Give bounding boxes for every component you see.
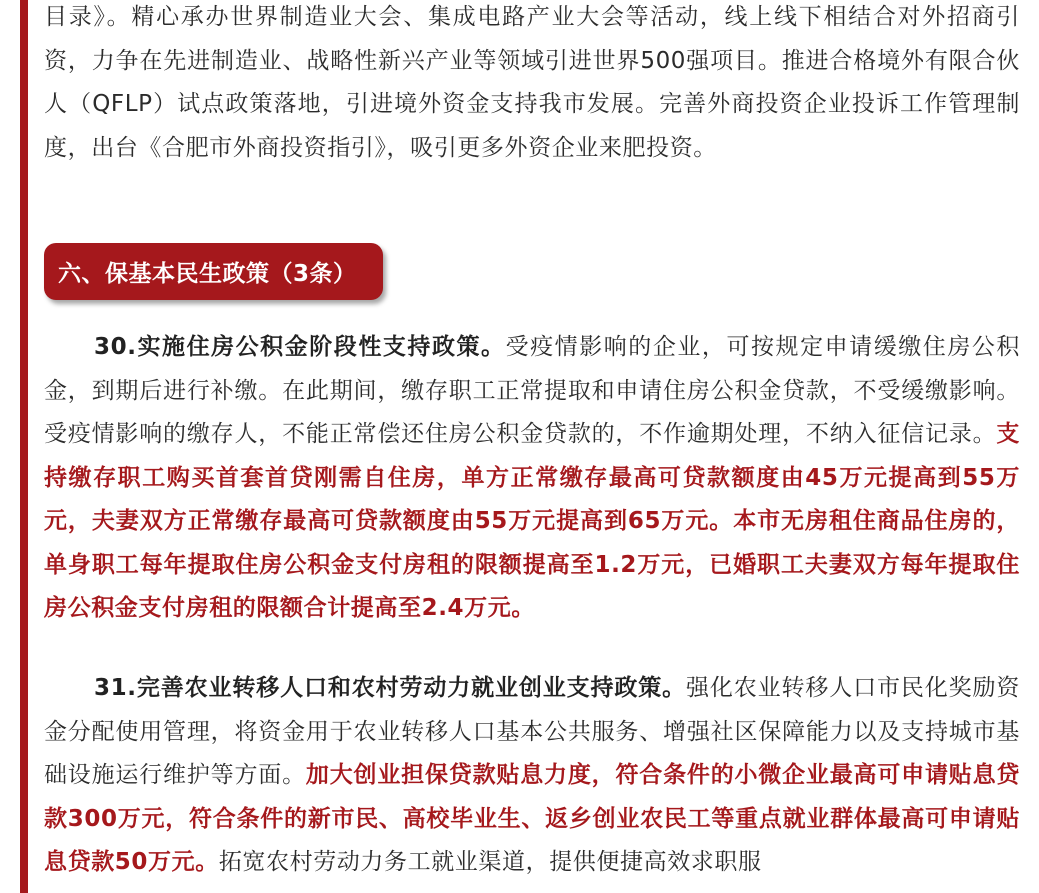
section-title: 六、保基本民生政策（3条） (58, 261, 357, 287)
policy-31-highlight: 加大创业担保贷款贴息力度，符合条件的小微企业最高可申请贴息贷款300万元，符合条件的新市民、高校毕业生、返乡创业农民工等重点就业群体最高可申请贴息贷款50万元。 (44, 762, 1021, 875)
policy-30-heading: 30.实施住房公积金阶段性支持政策。 (94, 334, 506, 360)
policy-30-highlight: 支持缴存职工购买首套首贷刚需自住房，单方正常缴存最高可贷款额度由45万元提高到55万元，夫妻双方正常缴存最高可贷款额度由55万元提高到65万元。本市无房租住商品住房的，单身职工每年提取住房公积金支付房租的限额提高至1.2万元，已婚职工夫妻双方每年提取住房公积金支付房租的限额合计提高至2.4万元。 (44, 421, 1020, 621)
policy-item-31 (44, 667, 1020, 885)
policy-31-heading: 31.完善农业转移人口和农村劳动力就业创业支持政策。 (94, 675, 686, 701)
intro-paragraph (44, 0, 1020, 170)
section-header-badge (44, 243, 383, 300)
policy-31-tail: 拓宽农村劳动力务工就业渠道，提供便捷高效求职服 (218, 849, 762, 875)
policy-30-body: 受疫情影响的企业，可按规定申请缓缴住房公积金，到期后进行补缴。在此期间，缴存职工正常提取和申请住房公积金贷款，不受缓缴影响。受疫情影响的缴存人，不能正常偿还住房公积金贷款的，不作逾期处理，不纳入征信记录。 (44, 334, 1020, 447)
policy-31-body: 强化农业转移人口市民化奖励资金分配使用管理，将资金用于农业转移人口基本公共服务、增强社区保障能力以及支持城市基础设施运行维护等方面。 (44, 675, 1020, 788)
left-accent-bar (20, 0, 28, 893)
intro-text: 目录》。精心承办世界制造业大会、集成电路产业大会等活动，线上线下相结合对外招商引资，力争在先进制造业、战略性新兴产业等领域引进世界500强项目。推进合格境外有限合伙人（QFLP）试点政策落地，引进境外资金支持我市发展。完善外商投资企业投诉工作管理制度，出台《合肥市外商投资指引》，吸引更多外资企业来肥投资。 (44, 4, 1020, 161)
policy-item-30 (44, 326, 1020, 631)
